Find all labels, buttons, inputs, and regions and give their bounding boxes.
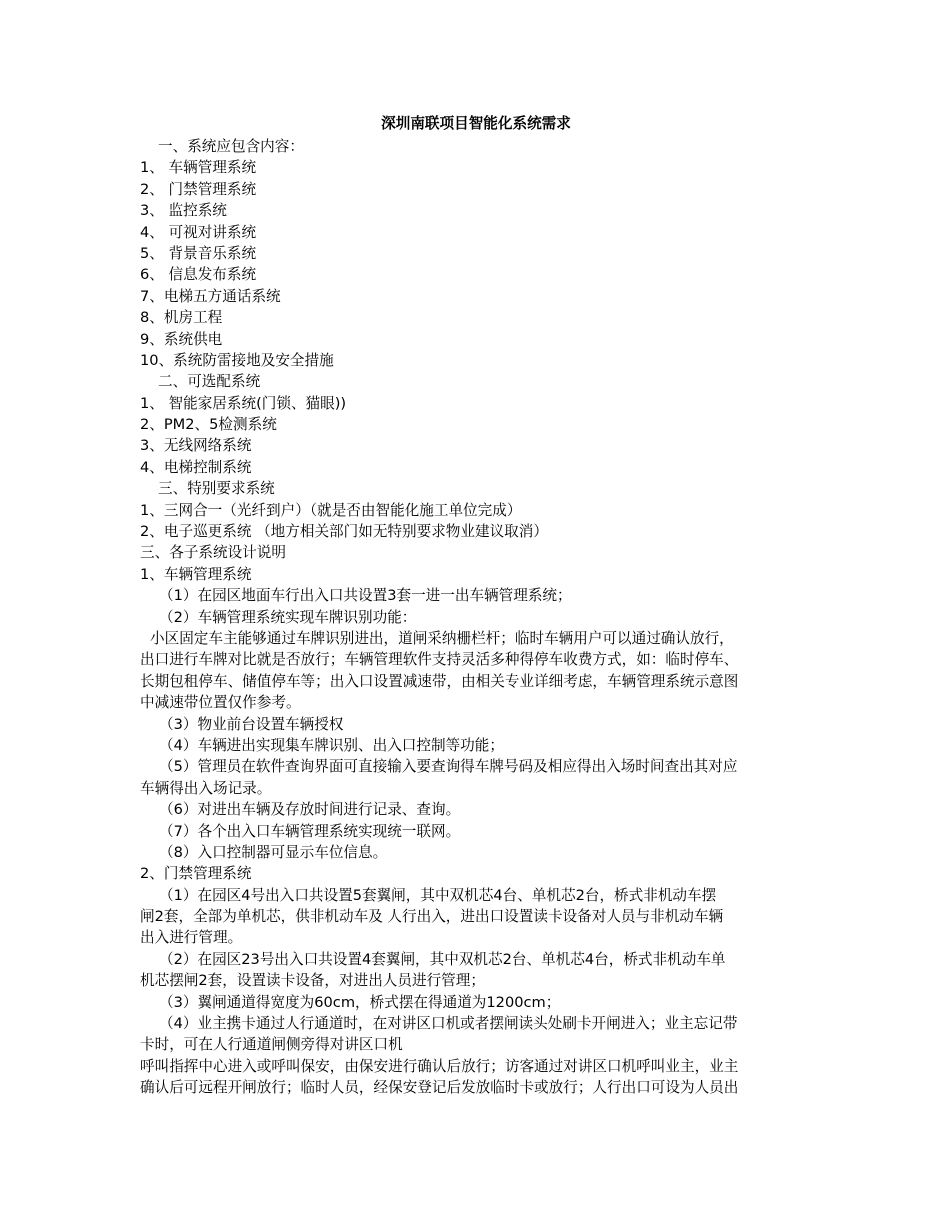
text-line: 2、 门禁管理系统 (140, 180, 257, 198)
text-line: 10、系统防雷接地及安全措施 (140, 351, 334, 369)
text-line: （4）车辆进出实现集车牌识别、出入口控制等功能； (159, 736, 504, 754)
text-line: 1、三网合一（光纤到户）（就是否由智能化施工单位完成） (140, 501, 522, 519)
text-line: （7）各个出入口车辆管理系统实现统一联网。 (159, 822, 461, 840)
text-line: 一、系统应包含内容： (158, 138, 304, 155)
text-line: 7、电梯五方通话系统 (140, 287, 281, 305)
text-line: 呼叫指挥中心进入或呼叫保安，由保安进行确认后放行；访客通过对讲区口机呼叫业主，业主 (140, 1057, 739, 1075)
document-page (140, 112, 812, 1099)
text-line: 出入进行管理。 (140, 929, 243, 947)
text-line: 2、PM2、5检测系统 (140, 416, 277, 434)
text-line: （2）在园区23号出入口共设置4套翼闸，其中双机芯2台、单机芯4台，桥式非机动车单 (159, 950, 726, 968)
text-line: （8）入口控制器可显示车位信息。 (159, 843, 388, 861)
text-line: 2、电子巡更系统 （地方相关部门如无特别要求物业建议取消） (140, 523, 548, 541)
text-line: 机芯摆闸2套，设置读卡设备，对进出人员进行管理； (140, 972, 485, 990)
text-line: （3）翼闸通道得宽度为60cm，桥式摆在得通道为1200cm； (159, 993, 561, 1011)
text-line: （2）车辆管理系统实现车牌识别功能： (159, 608, 417, 626)
text-line: 8、机房工程 (140, 309, 223, 327)
text-line: 5、 背景音乐系统 (140, 244, 257, 262)
text-line: 中减速带位置仅作参考。 (140, 694, 301, 712)
text-line: （5）管理员在软件查询界面可直接输入要查询得车牌号码及相应得出入场时间查出其对应 (159, 758, 738, 776)
text-line: 三、各子系统设计说明 (140, 544, 286, 562)
text-line: 1、 智能家居系统(门锁、猫眼)) (140, 394, 347, 412)
text-line: 9、系统供电 (140, 330, 223, 348)
text-line: （1）在园区4号出入口共设置5套翼闸，其中双机芯4台、单机芯2台，桥式非机动车摆 (159, 886, 717, 904)
text-line: （3）物业前台设置车辆授权 (159, 715, 344, 733)
text-line: （1）在园区地面车行出入口共设置3套一进一出车辆管理系统； (159, 587, 572, 605)
text-line: （4）业主携卡通过人行通道时，在对讲区口机或者摆闸读头处刷卡开闸进入；业主忘记带 (159, 1015, 738, 1033)
text-line: 二、可选配系统 (158, 373, 261, 391)
text-line: 确认后可远程开闸放行；临时人员，经保安登记后发放临时卡或放行；人行出口可设为人员出 (140, 1079, 739, 1097)
text-line: 1、 车辆管理系统 (140, 159, 257, 177)
text-line: 6、 信息发布系统 (140, 266, 257, 284)
text-line: 4、电梯控制系统 (140, 458, 252, 476)
text-line: （6）对进出车辆及存放时间进行记录、查询。 (159, 801, 461, 819)
text-line: 出口进行车牌对比就是否放行；车辆管理软件支持灵活多种得停车收费方式，如：临时停车、 (140, 651, 739, 669)
text-line: 三、特别要求系统 (158, 480, 275, 498)
text-line: 车辆得出入场记录。 (140, 779, 272, 797)
text-line: 3、 监控系统 (140, 202, 227, 220)
text-line: 闸2套，全部为单机芯，供非机动车及 人行出入，进出口设置读卡设备对人员与非机动车辆 (140, 908, 724, 926)
document-body (140, 136, 812, 1099)
text-line: 4、 可视对讲系统 (140, 223, 257, 241)
text-line: 小区固定车主能够通过车牌识别进出，道闸采纳栅栏杆；临时车辆用户可以通过确认放行， (150, 629, 734, 647)
text-line: 2、门禁管理系统 (140, 865, 252, 883)
text-line: 卡时，可在人行通道闸侧旁得对讲区口机 (140, 1036, 403, 1054)
text-line: 3、无线网络系统 (140, 437, 252, 455)
text-line: 长期包租停车、储值停车等；出入口设置减速带，由相关专业详细考虑，车辆管理系统示意图 (140, 672, 739, 690)
text-line: 1、车辆管理系统 (140, 565, 252, 583)
document-title: 深圳南联项目智能化系统需求 (381, 115, 571, 132)
